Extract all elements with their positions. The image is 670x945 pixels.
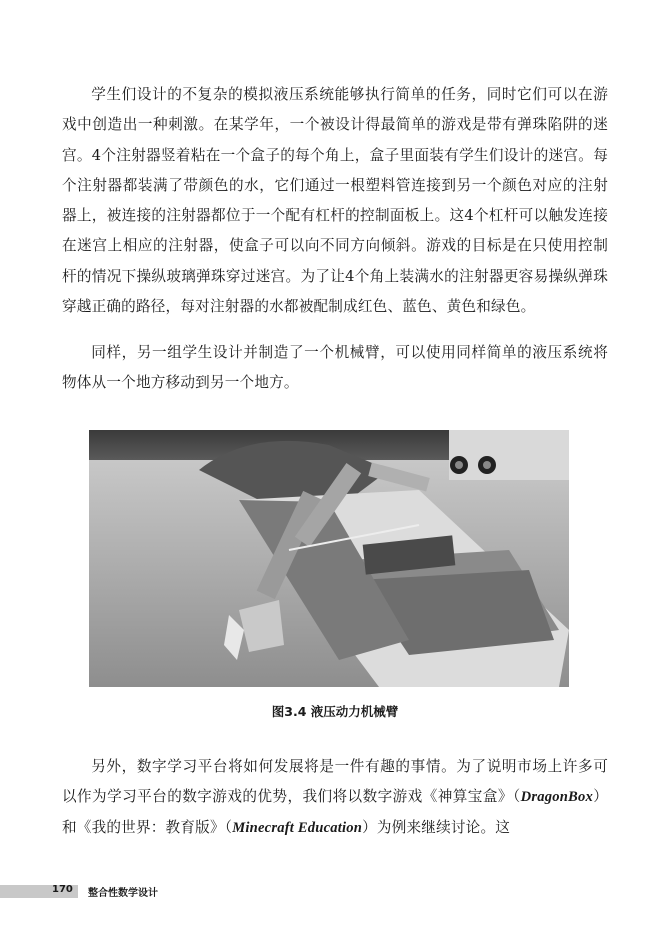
- hydraulic-arm-photo: [89, 430, 569, 687]
- paragraph-3-text-a: 另外，数字学习平台将如何发展将是一件有趣的事情。为了说明市场上许多可以作为学习平台的数字游戏的优势，我们将以数字游戏《神算宝盒》（: [62, 758, 608, 806]
- paragraph-1: 学生们设计的不复杂的模拟液压系统能够执行简单的任务，同时它们可以在游戏中创造出一种刺激。在某学年，一个被设计得最简单的游戏是带有弹珠陷阱的迷宫。4个注射器竖着粘在一个盒子的每个角上，盒子里面装有学生们设计的迷宫。每个注射器都装满了带颜色的水，它们通过一根塑料管连接到另一个颜色对应的注射器上，被连接的注射器都位于一个配有杠杆的控制面板上。这4个杠杆可以触发连接在迷宫上相应的注射器，使盒子可以向不同方向倾斜。游戏的目标是在只使用控制杆的情况下操纵玻璃弹珠穿过迷宫。为了让4个角上装满水的注射器更容易操纵弹珠穿越正确的路径，每对注射器的水都被配制成红色、蓝色、黄色和绿色。: [62, 86, 608, 316]
- paragraph-2: 同样，另一组学生设计并制造了一个机械臂，可以使用同样简单的液压系统将物体从一个地方移动到另一个地方。: [62, 344, 608, 392]
- figure-photo: [89, 430, 569, 687]
- paragraph-3: [62, 752, 608, 843]
- book-title: 整合性数学设计: [88, 888, 158, 899]
- minecraft-title: Minecraft Education: [232, 819, 363, 836]
- paragraph-3-text-e: ）为例来继续讨论。这: [362, 818, 511, 836]
- figure-caption: 图3.4 液压动力机械臂: [271, 704, 399, 719]
- dragonbox-title: DragonBox: [520, 789, 593, 806]
- page-footer: [0, 882, 670, 900]
- page-number: 170: [52, 884, 73, 895]
- paragraph-3-text-c: ）和《我的世界：教育版》（: [62, 788, 608, 836]
